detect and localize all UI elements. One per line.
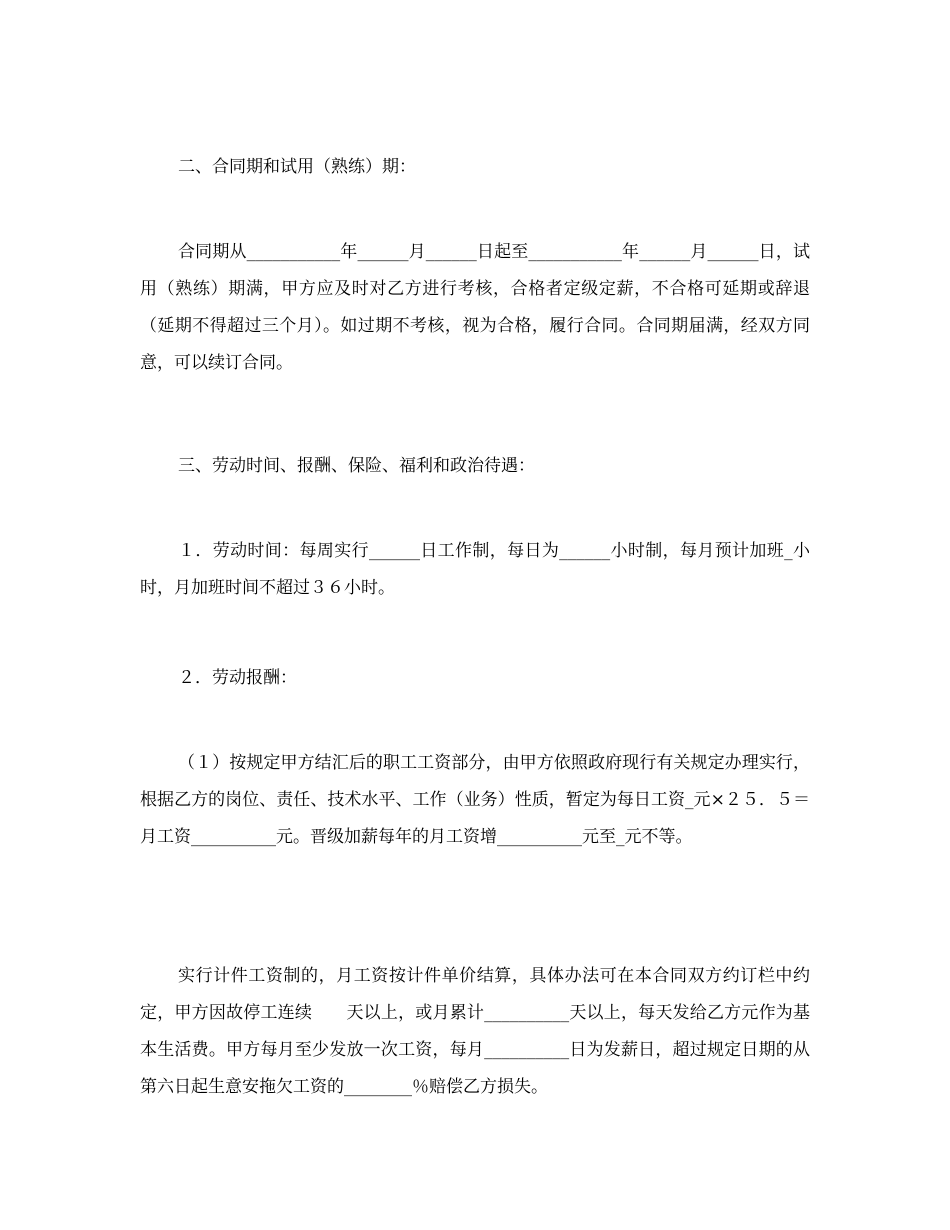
section-2-heading: 二、合同期和试用（熟练）期： (178, 157, 416, 177)
section-2-body: 合同期从___________年______月______日起至___________年______月______日，试用（熟练）期满，甲方应及时对乙方进行考核，合格者定级定薪，不合格可延期或辞退（延期不得超过三个月）。如过期不考核，视为合格，履行合同。合同期届满，经双方同意，可以续订合同。 (140, 242, 810, 373)
item-2-heading: ２．劳动报酬： (178, 668, 297, 688)
section-3-heading: 三、劳动时间、报酬、保险、福利和政治待遇： (178, 456, 535, 476)
item-2-subitem-1: （１）按规定甲方结汇后的职工工资部分，由甲方依照政府现行有关规定办理实行，根据乙方的岗位、责任、技术水平、工作（业务）性质，暂定为每日工资_元×２５．５＝月工资__________元。晋级加薪每年的月工资增__________元至_元不等。 (140, 753, 810, 847)
item-1-working-hours: １．劳动时间：每周实行______日工作制，每日为______小时制，每月预计加班_小时，月加班时间不超过３６小时。 (140, 541, 810, 598)
piecework-paragraph: 实行计件工资制的，月工资按计件单价结算，具体办法可在本合同双方约订栏中约定，甲方因故停工连续 天以上，或月累计__________天以上，每天发给乙方元作为基本生活费。甲方每月至少发放一次工资，每月__________日为发薪日，超过规定日期的从第六日起生意安拖欠工资的________％赔偿乙方损失。 (140, 966, 810, 1097)
